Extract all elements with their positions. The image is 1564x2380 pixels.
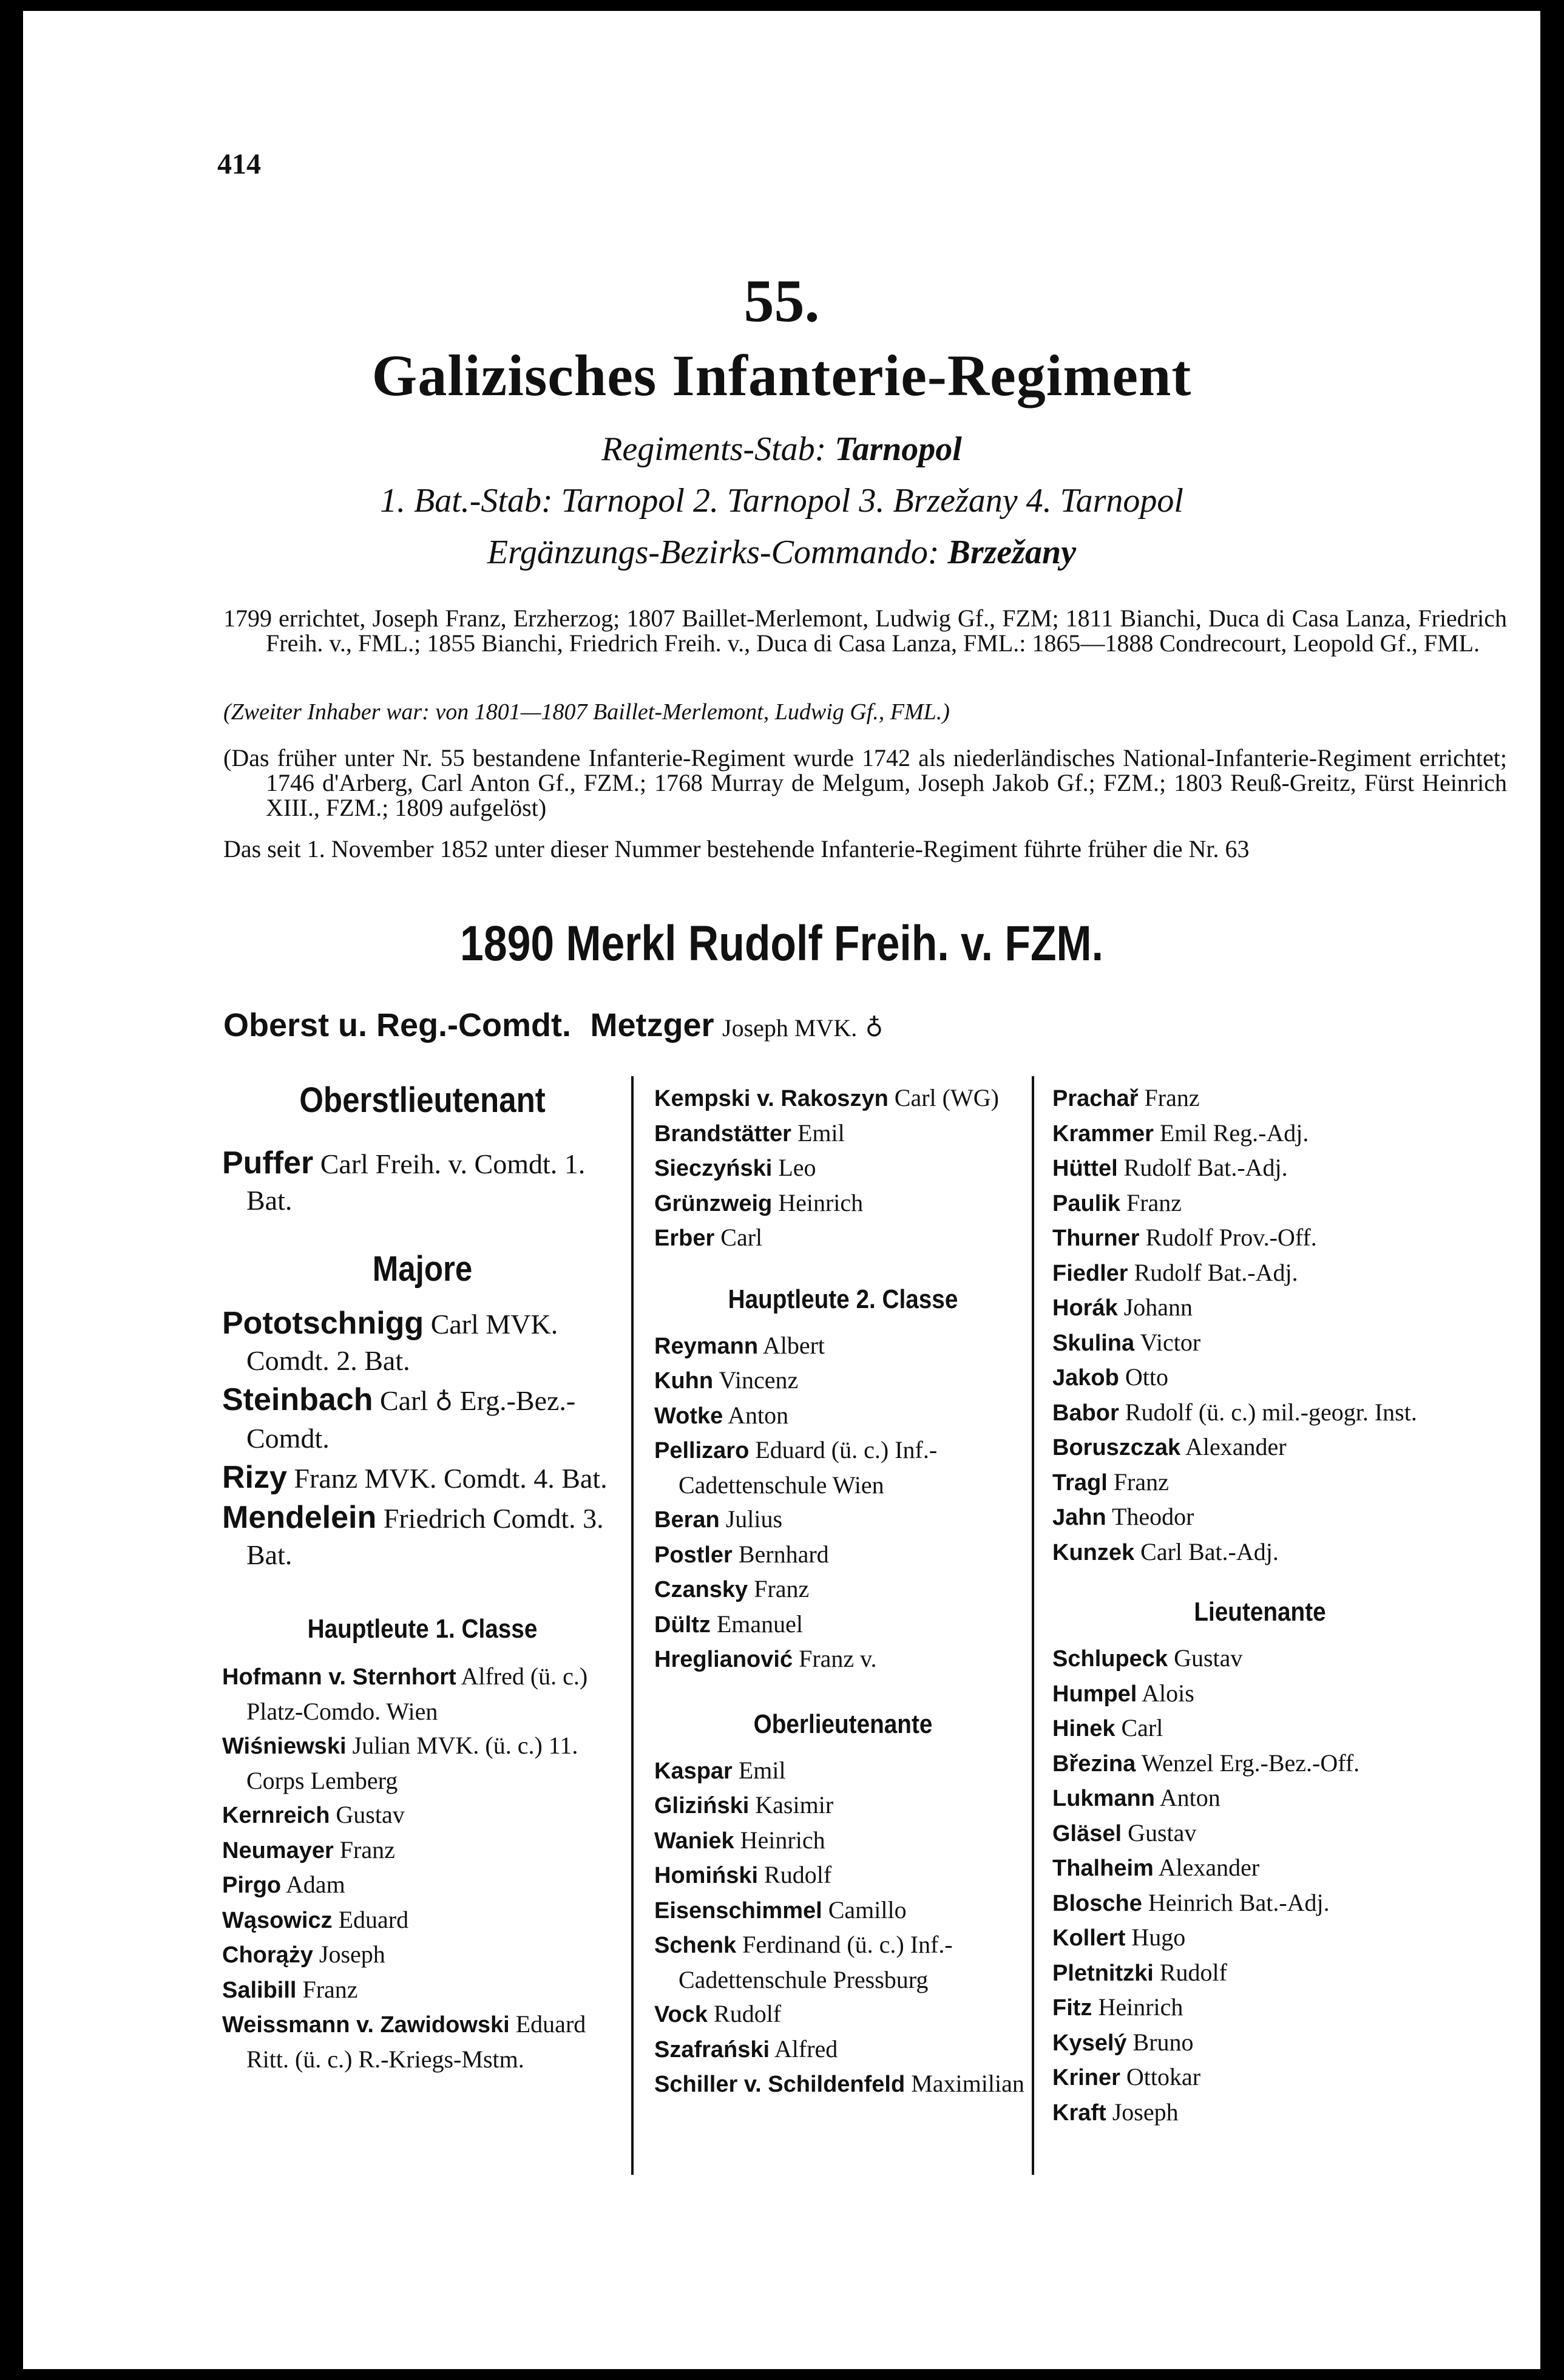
details: Leo xyxy=(778,1154,816,1181)
current-regiment-note: Das seit 1. November 1852 unter dieser Nummer bestehende Infanterie-Regiment führte früher die Nr. 63 xyxy=(223,835,1250,863)
list-item xyxy=(654,1116,1032,1151)
surname: Reymann xyxy=(654,1333,759,1359)
surname: Prachař xyxy=(1052,1086,1139,1111)
details: Albert xyxy=(762,1331,825,1359)
details: Franz MVK. Comdt. 4. Bat. xyxy=(294,1463,608,1494)
commander-rank: Oberst u. Reg.-Comdt. xyxy=(223,1007,572,1043)
surname: Waniek xyxy=(654,1828,734,1854)
regiments-stab xyxy=(23,430,1540,469)
stab-place: Tarnopol xyxy=(834,430,962,468)
lieutenante-list xyxy=(1052,1641,1468,2130)
list-item xyxy=(654,1221,1032,1256)
list-item xyxy=(1052,2060,1468,2095)
oberlieutenante-continued-list xyxy=(1052,1081,1468,1570)
surname: Thalheim xyxy=(1052,1856,1154,1881)
details: Rudolf Bat.-Adj. xyxy=(1134,1258,1298,1286)
list-item xyxy=(222,1660,623,1729)
list-item xyxy=(1052,1641,1468,1677)
surname: Paulik xyxy=(1052,1190,1120,1216)
details: Ferdinand (ü. c.) Inf.-Cadettenschule Pressburg xyxy=(679,1931,953,1993)
details: Camillo xyxy=(828,1896,907,1924)
surname: Neumayer xyxy=(222,1837,334,1863)
commander-given: Joseph MVK. xyxy=(722,1014,858,1042)
details: Kasimir xyxy=(755,1791,834,1819)
details: Ottokar xyxy=(1126,2063,1201,2090)
list-item xyxy=(1052,1465,1468,1500)
details: Julius xyxy=(725,1505,783,1533)
surname: Erber xyxy=(654,1226,715,1251)
list-item xyxy=(654,1893,1032,1928)
details: Victor xyxy=(1140,1328,1201,1356)
details: Carl xyxy=(380,1385,428,1416)
details: Rudolf xyxy=(714,2000,782,2027)
details: Carl MVK. Comdt. 2. Bat. xyxy=(246,1309,558,1376)
details: Alexander xyxy=(1158,1854,1260,1881)
list-item xyxy=(654,1858,1032,1893)
details: Alexander xyxy=(1185,1433,1287,1460)
list-item xyxy=(222,1729,623,1798)
details: Heinrich Bat.-Adj. xyxy=(1148,1888,1330,1916)
surname: Kunzek xyxy=(1052,1539,1135,1565)
page-title: Galizisches Infanterie-Regiment xyxy=(371,343,1192,408)
details: Alois xyxy=(1142,1679,1194,1707)
details: Bernhard xyxy=(738,1540,829,1568)
list-item xyxy=(1052,1500,1468,1535)
surname: Březina xyxy=(1052,1751,1136,1777)
list-item xyxy=(222,1145,623,1219)
list-item xyxy=(654,2067,1032,2102)
list-item xyxy=(1052,1746,1468,1782)
details: Franz xyxy=(1144,1084,1200,1111)
list-item xyxy=(1052,1290,1468,1326)
surname: Eisenschimmel xyxy=(654,1897,822,1924)
heading-oberstlieutenant: Oberstlieutenant xyxy=(299,1080,546,1120)
list-item xyxy=(1052,1711,1468,1746)
list-item xyxy=(654,1502,1032,1538)
surname: Kollert xyxy=(1052,1925,1126,1951)
details: Joseph xyxy=(319,1941,385,1968)
surname: Rizy xyxy=(222,1460,287,1495)
list-item xyxy=(222,1903,623,1938)
list-item xyxy=(1052,1956,1468,1991)
details: Franz v. xyxy=(799,1645,877,1672)
list-item xyxy=(654,1399,1032,1434)
oberlieutenante-list xyxy=(654,1754,1032,2102)
details: Maximilian xyxy=(911,2070,1024,2097)
heading-hauptleute-2: Hauptleute 2. Classe xyxy=(728,1284,958,1314)
details: Heinrich xyxy=(1098,1993,1183,2021)
details: Adam xyxy=(285,1871,345,1898)
list-item xyxy=(1052,1535,1468,1570)
surname: Szafrański xyxy=(654,2036,770,2063)
list-item xyxy=(1052,1430,1468,1465)
surname: Horák xyxy=(1052,1295,1118,1321)
list-item xyxy=(654,1754,1032,1789)
second-owner-note: (Zweiter Inhaber war: von 1801—1807 Baillet-Merlemont, Ludwig Gf., FML.) xyxy=(223,699,950,725)
details: Carl Freih. v. Comdt. 1. Bat. xyxy=(246,1148,586,1216)
list-item xyxy=(222,1868,623,1903)
details: Carl (WG) xyxy=(894,1084,999,1111)
list-item xyxy=(1052,1221,1468,1256)
surname: Jakob xyxy=(1052,1365,1119,1391)
details: Emanuel xyxy=(716,1610,804,1638)
surname: Dültz xyxy=(654,1612,711,1638)
details: Erg.-Bez.-Comdt. xyxy=(246,1385,576,1454)
surname: Pirgo xyxy=(222,1873,282,1898)
surname: Kraft xyxy=(1052,2100,1106,2126)
heading-majore: Majore xyxy=(372,1249,473,1289)
list-item xyxy=(654,1363,1032,1399)
list-item xyxy=(1052,1677,1468,1712)
regiment-owner: 1890 Merkl Rudolf Freih. v. FZM. xyxy=(460,916,1103,971)
surname: Postler xyxy=(654,1542,733,1568)
surname: Mendelein xyxy=(222,1500,377,1535)
surname: Vock xyxy=(654,2002,708,2027)
list-item xyxy=(654,1538,1032,1573)
surname: Kyselý xyxy=(1052,2030,1127,2056)
commander-surname: Metzger xyxy=(590,1007,714,1043)
list-item xyxy=(654,1788,1032,1823)
battalion-stab-line: 1. Bat.-Stab: Tarnopol 2. Tarnopol 3. Brzežany 4. Tarnopol xyxy=(380,482,1183,520)
list-item xyxy=(1052,1781,1468,1816)
details: Franz xyxy=(1113,1468,1169,1496)
surname: Skulina xyxy=(1052,1330,1135,1356)
details: Julian MVK. (ü. c.) 11. Corps Lemberg xyxy=(246,1732,578,1794)
list-item xyxy=(654,1329,1032,1364)
heading-oberlieutenante: Oberlieutenante xyxy=(753,1709,933,1739)
surname: Wąsowicz xyxy=(222,1907,333,1933)
column-3 xyxy=(1031,1081,1468,2130)
surname: Thurner xyxy=(1052,1226,1140,1251)
list-item xyxy=(1052,2026,1468,2061)
details: Carl Bat.-Adj. xyxy=(1140,1538,1279,1565)
list-item xyxy=(654,1433,1032,1502)
list-item xyxy=(1052,1081,1468,1116)
list-item xyxy=(1052,1990,1468,2026)
details: Bruno xyxy=(1132,2028,1194,2056)
surname: Humpel xyxy=(1052,1681,1137,1707)
erg-place: Brzežany xyxy=(947,534,1077,571)
details: Franz xyxy=(754,1575,810,1602)
list-item xyxy=(1052,1360,1468,1395)
list-item xyxy=(222,1499,623,1573)
hauptleute-2-list xyxy=(654,1329,1032,1677)
list-item xyxy=(1052,1816,1468,1851)
surname: Salibill xyxy=(222,1977,297,2003)
surname: Wotke xyxy=(654,1403,723,1429)
list-item xyxy=(222,1973,623,2008)
surname: Schenk xyxy=(654,1933,737,1958)
surname: Schlupeck xyxy=(1052,1646,1168,1672)
details: Theodor xyxy=(1111,1503,1194,1530)
surname: Czansky xyxy=(654,1577,748,1602)
list-item xyxy=(654,1572,1032,1607)
details: Rudolf (ü. c.) mil.-geogr. Inst. xyxy=(1125,1398,1417,1426)
list-item xyxy=(1052,1186,1468,1221)
surname: Brandstätter xyxy=(654,1120,791,1147)
surname: Gliziński xyxy=(654,1793,750,1819)
surname: Kempski v. Rakoszyn xyxy=(654,1086,889,1111)
list-item xyxy=(1052,1851,1468,1886)
list-item xyxy=(222,2007,623,2077)
details: Friedrich Comdt. 3. Bat. xyxy=(246,1503,604,1570)
surname: Hinek xyxy=(1052,1716,1115,1741)
details: Gustav xyxy=(336,1801,405,1828)
list-item xyxy=(222,1938,623,1973)
list-item xyxy=(1052,1116,1468,1151)
heading-hauptleute-1: Hauptleute 1. Classe xyxy=(307,1614,538,1644)
surname: Tragl xyxy=(1052,1470,1108,1496)
surname: Fitz xyxy=(1052,1995,1092,2021)
list-item xyxy=(1052,2095,1468,2131)
column-1 xyxy=(222,1079,623,2077)
list-item xyxy=(1052,1886,1468,1921)
surname: Kaspar xyxy=(654,1758,733,1784)
surname: Kuhn xyxy=(654,1368,714,1394)
list-item xyxy=(654,1997,1032,2032)
list-item xyxy=(222,1459,623,1497)
list-item xyxy=(222,1382,623,1457)
details: Alfred (ü. c.) Platz-Comdo. Wien xyxy=(246,1663,588,1725)
details: Vincenz xyxy=(719,1366,799,1394)
surname: Blosche xyxy=(1052,1890,1142,1916)
details: Joseph xyxy=(1112,2098,1179,2126)
regiment-number: 55. xyxy=(743,267,820,334)
list-item xyxy=(222,1305,623,1379)
details: Johann xyxy=(1123,1293,1193,1321)
surname: Chorąży xyxy=(222,1942,313,1968)
details: Rudolf xyxy=(1159,1958,1227,1986)
surname: Steinbach xyxy=(222,1382,373,1417)
list-item xyxy=(654,1186,1032,1221)
hauptleute-1-continued-list xyxy=(654,1081,1032,1256)
heading-lieutenante: Lieutenante xyxy=(1194,1597,1326,1627)
surname: Homiński xyxy=(654,1863,759,1888)
list-item xyxy=(1052,1256,1468,1291)
commander-line xyxy=(223,1006,883,1044)
list-item xyxy=(1052,1151,1468,1186)
surname: Jahn xyxy=(1052,1505,1106,1530)
details: Hugo xyxy=(1131,1924,1186,1951)
details: Otto xyxy=(1125,1363,1168,1391)
surname: Lukmann xyxy=(1052,1786,1155,1811)
page-number: 414 xyxy=(217,148,261,180)
erg-label: Ergänzungs-Bezirks-Commando: xyxy=(487,534,939,571)
details: Emil Reg.-Adj. xyxy=(1159,1119,1309,1147)
details: Heinrich xyxy=(740,1826,825,1854)
list-item xyxy=(654,1607,1032,1643)
details: Heinrich xyxy=(778,1188,864,1216)
decoration-icon: ♁ xyxy=(865,1014,884,1042)
details: Rudolf xyxy=(764,1861,832,1888)
surname: Sieczyński xyxy=(654,1156,773,1181)
surname: Grünzweig xyxy=(654,1190,773,1216)
surname: Puffer xyxy=(222,1145,314,1181)
surname: Kriner xyxy=(1052,2065,1120,2090)
surname: Schiller v. Schildenfeld xyxy=(654,2072,906,2097)
list-item xyxy=(1052,1326,1468,1361)
list-item xyxy=(654,1151,1032,1186)
list-item xyxy=(654,1081,1032,1116)
details: Eduard (ü. c.) Inf.-Cadettenschule Wien xyxy=(679,1436,938,1499)
ergaenzungs-commando xyxy=(23,533,1540,572)
details: Emil xyxy=(738,1756,786,1784)
stab-label: Regiments-Stab: xyxy=(601,430,827,468)
surname: Hüttel xyxy=(1052,1156,1118,1181)
details: Franz xyxy=(302,1975,358,2003)
details: Alfred xyxy=(774,2035,838,2063)
details: Rudolf Bat.-Adj. xyxy=(1123,1154,1288,1181)
surname: Hreglianović xyxy=(654,1647,793,1672)
details: Franz xyxy=(339,1836,395,1863)
list-item xyxy=(222,1798,623,1833)
list-item xyxy=(654,1642,1032,1677)
surname: Babor xyxy=(1052,1400,1119,1426)
decoration-icon: ♁ xyxy=(435,1388,453,1415)
surname: Fiedler xyxy=(1052,1260,1128,1286)
hauptleute-1-list xyxy=(222,1660,623,2077)
details: Eduard Ritt. (ü. c.) R.-Kriegs-Mstm. xyxy=(246,2010,586,2073)
surname: Pellizaro xyxy=(654,1438,750,1463)
surname: Pototschnigg xyxy=(222,1306,424,1341)
details: Wenzel Erg.-Bez.-Off. xyxy=(1141,1749,1360,1777)
history-paragraph: 1799 errichtet, Joseph Franz, Erzherzog; 1807 Baillet-Merlemont, Ludwig Gf., FZM; 1811 Bianchi, Duca di Casa Lanza, Friedrich Freih. v., FML.; 1855 Bianchi, Friedrich Freih. v., Duca di Casa Lanza, FML.: 1865—1888 Condrecourt, Leopold Gf., FML. xyxy=(223,605,1507,657)
surname: Gläsel xyxy=(1052,1820,1122,1846)
surname: Pletnitzki xyxy=(1052,1960,1154,1986)
surname: Beran xyxy=(654,1507,720,1533)
details: Gustav xyxy=(1128,1819,1197,1846)
details: Emil xyxy=(797,1119,845,1147)
list-item xyxy=(654,1823,1032,1859)
details: Anton xyxy=(728,1401,789,1429)
list-item xyxy=(1052,1395,1468,1431)
page xyxy=(23,11,1540,2369)
former-regiment-note: (Das früher unter Nr. 55 bestandene Infanterie-Regiment wurde 1742 als niederländisches National-Infanterie-Regiment errichtet; 1746 d'Arberg, Carl Anton Gf., FZM.; 1768 Murray de Melgum, Joseph Jakob Gf.; FZM.; 1803 Reuß-Greitz, Fürst Heinrich XIII., FZM.; 1809 aufgelöst) xyxy=(223,744,1507,821)
list-item xyxy=(654,1928,1032,1997)
details: Eduard xyxy=(338,1905,409,1933)
list-item xyxy=(1052,1921,1468,1956)
details: Franz xyxy=(1126,1188,1182,1216)
surname: Krammer xyxy=(1052,1120,1154,1147)
surname: Kernreich xyxy=(222,1803,330,1828)
column-2 xyxy=(630,1081,1032,2102)
list-item xyxy=(654,2032,1032,2067)
details: Gustav xyxy=(1174,1644,1243,1672)
details: Carl xyxy=(1121,1714,1163,1741)
details: Anton xyxy=(1159,1784,1220,1811)
surname: Weissmann v. Zawidowski xyxy=(222,2012,510,2038)
list-item xyxy=(222,1833,623,1868)
details: Carl xyxy=(720,1224,763,1251)
surname: Hofmann v. Sternhort xyxy=(222,1664,456,1690)
surname: Boruszczak xyxy=(1052,1435,1181,1460)
surname: Wiśniewski xyxy=(222,1734,347,1759)
details: Rudolf Prov.-Off. xyxy=(1145,1224,1317,1251)
